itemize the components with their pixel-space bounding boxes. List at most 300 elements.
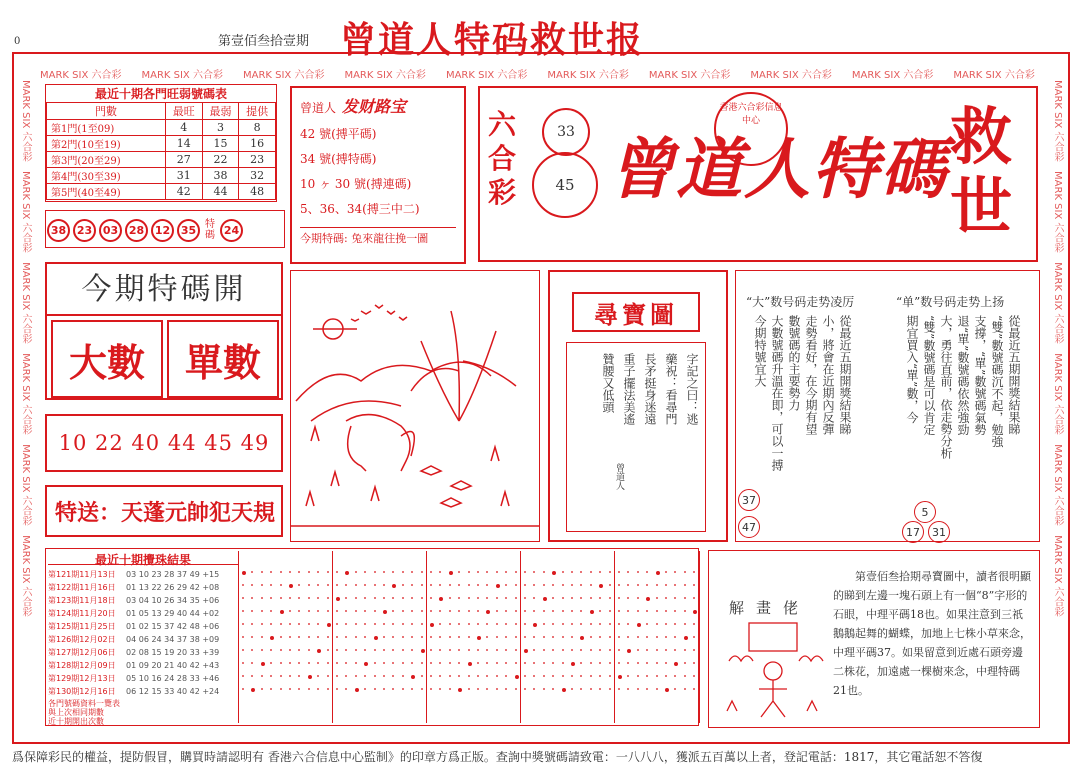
grid-dot bbox=[327, 623, 331, 627]
grid-dot bbox=[524, 584, 526, 586]
result-row: 第122期11月16日 01 13 22 26 29 42 +08 bbox=[48, 583, 220, 592]
grid-dot bbox=[684, 610, 686, 612]
grid-divider bbox=[614, 551, 615, 723]
grid-dot bbox=[627, 688, 629, 690]
grid-dot bbox=[599, 597, 601, 599]
grid-dot bbox=[665, 610, 667, 612]
grid-dot bbox=[345, 571, 349, 575]
grid-dot bbox=[665, 675, 667, 677]
grid-dot bbox=[270, 623, 272, 625]
grid-dot bbox=[251, 662, 253, 664]
result-row: 第127期12月06日 02 08 15 19 20 33 +39 bbox=[48, 648, 220, 657]
grid-dot bbox=[355, 649, 357, 651]
grid-dot bbox=[430, 662, 432, 664]
grid-dot bbox=[693, 649, 695, 651]
grid-dot bbox=[364, 597, 366, 599]
grid-dot bbox=[298, 623, 300, 625]
grid-dot bbox=[618, 649, 620, 651]
grid-dot bbox=[552, 571, 556, 575]
grid-dot bbox=[439, 610, 441, 612]
grid-dot bbox=[562, 662, 564, 664]
grid-dot bbox=[515, 688, 517, 690]
grid-dot bbox=[486, 571, 488, 573]
grid-dot bbox=[421, 675, 423, 677]
grid-dot bbox=[421, 649, 425, 653]
grid-dot bbox=[562, 649, 564, 651]
grid-dot bbox=[609, 584, 611, 586]
grid-dot bbox=[524, 662, 526, 664]
grid-dot bbox=[280, 584, 282, 586]
grid-dot bbox=[289, 610, 291, 612]
odd-trend-title: “单”数号码走势上扬 bbox=[896, 295, 1005, 309]
grid-dot bbox=[533, 597, 535, 599]
grid-dot bbox=[251, 571, 253, 573]
col-header: 門數 bbox=[47, 103, 166, 120]
grid-dot bbox=[298, 584, 300, 586]
fortune-line: 10 ヶ 30 號(搏連碼) bbox=[300, 177, 412, 191]
grid-dot bbox=[270, 636, 274, 640]
grid-dot bbox=[364, 675, 366, 677]
grid-dot bbox=[449, 636, 451, 638]
grid-dot bbox=[637, 571, 639, 573]
grid-dot bbox=[411, 610, 413, 612]
grid-dot bbox=[336, 636, 338, 638]
grid-dot bbox=[345, 649, 347, 651]
grid-dot bbox=[496, 636, 498, 638]
grid-dot bbox=[674, 597, 676, 599]
grid-dot bbox=[609, 662, 611, 664]
grid-dot bbox=[590, 688, 592, 690]
grid-dot bbox=[289, 571, 291, 573]
grid-dot bbox=[308, 688, 310, 690]
grid-dot bbox=[439, 597, 443, 601]
grid-dot bbox=[562, 636, 564, 638]
hot-cold-table bbox=[45, 84, 277, 202]
grid-divider bbox=[238, 551, 239, 723]
grid-dot bbox=[449, 623, 451, 625]
grid-dot bbox=[439, 649, 441, 651]
grid-dot bbox=[609, 571, 611, 573]
grid-dot bbox=[327, 636, 329, 638]
corner-mark: 0 bbox=[14, 36, 21, 47]
grid-dot bbox=[552, 662, 554, 664]
grid-dot bbox=[289, 584, 293, 588]
grid-dot bbox=[449, 584, 451, 586]
grid-dot bbox=[242, 571, 246, 575]
grid-dot bbox=[543, 649, 545, 651]
grid-dot bbox=[477, 597, 479, 599]
grid-dot bbox=[336, 649, 338, 651]
grid-dot bbox=[590, 662, 592, 664]
grid-dot bbox=[383, 610, 387, 614]
grid-dot bbox=[515, 597, 517, 599]
grid-dot bbox=[364, 649, 366, 651]
grid-dot bbox=[298, 571, 300, 573]
grid-dot bbox=[336, 610, 338, 612]
grid-dot bbox=[552, 584, 554, 586]
grid-dot bbox=[402, 571, 404, 573]
grid-dot bbox=[327, 584, 329, 586]
grid-dot bbox=[684, 649, 686, 651]
grid-dot bbox=[552, 623, 554, 625]
grid-dot bbox=[458, 597, 460, 599]
grid-dot bbox=[345, 610, 347, 612]
grid-dot bbox=[533, 571, 535, 573]
grid-dot bbox=[543, 688, 545, 690]
grid-dot bbox=[280, 597, 282, 599]
treasure-map-box bbox=[548, 270, 728, 542]
grid-dot bbox=[674, 636, 676, 638]
grid-dot bbox=[656, 662, 658, 664]
grid-dot bbox=[656, 623, 658, 625]
grid-dot bbox=[599, 571, 601, 573]
grid-dot bbox=[684, 636, 688, 640]
grid-dot bbox=[533, 610, 535, 612]
grid-dot bbox=[646, 597, 650, 601]
grid-dot bbox=[308, 623, 310, 625]
grid-dot bbox=[317, 584, 319, 586]
grid-dot bbox=[477, 675, 479, 677]
grid-dot bbox=[580, 610, 582, 612]
grid-dot bbox=[684, 688, 686, 690]
result-row: 第128期12月09日 01 09 20 21 40 42 +43 bbox=[48, 661, 220, 670]
grid-dot bbox=[430, 610, 432, 612]
stats-label: 與上次相同期數 bbox=[48, 708, 104, 717]
grid-dot bbox=[543, 675, 545, 677]
grid-dot bbox=[543, 636, 545, 638]
grid-dot bbox=[289, 688, 291, 690]
grid-dot bbox=[251, 688, 255, 692]
grid-dot bbox=[280, 649, 282, 651]
grid-dot bbox=[627, 675, 629, 677]
grid-dot bbox=[562, 688, 566, 692]
grid-dot bbox=[402, 675, 404, 677]
table-row: 第1門(1至09) 4 3 8 bbox=[47, 120, 276, 136]
grid-dot bbox=[411, 662, 413, 664]
grid-dot bbox=[665, 623, 667, 625]
grid-dot bbox=[524, 649, 528, 653]
grid-dot bbox=[627, 623, 629, 625]
grid-dot bbox=[646, 623, 648, 625]
grid-dot bbox=[261, 675, 263, 677]
grid-dot bbox=[684, 662, 686, 664]
grid-dot bbox=[439, 571, 441, 573]
grid-dot bbox=[345, 623, 347, 625]
grid-dot bbox=[251, 636, 253, 638]
grid-dot bbox=[496, 662, 498, 664]
grid-dot bbox=[251, 610, 253, 612]
grid-dot bbox=[609, 610, 611, 612]
grid-dot bbox=[458, 649, 460, 651]
grid-dot bbox=[261, 610, 263, 612]
grid-dot bbox=[327, 675, 329, 677]
grid-dot bbox=[439, 675, 441, 677]
open-prediction bbox=[45, 262, 283, 400]
grid-dot bbox=[439, 623, 441, 625]
grid-dot bbox=[609, 688, 611, 690]
grid-dot bbox=[392, 584, 396, 588]
puzzle-title: 解畫佬 bbox=[729, 599, 811, 617]
special-offer: 特送：天蓬元帥犯天規 bbox=[45, 485, 283, 537]
grid-dot bbox=[449, 662, 451, 664]
recommended-numbers: 10 22 40 44 45 49 bbox=[45, 414, 283, 472]
grid-dot bbox=[468, 610, 470, 612]
grid-dot bbox=[383, 584, 385, 586]
grid-dot bbox=[533, 662, 535, 664]
grid-dot bbox=[439, 688, 441, 690]
grid-dot bbox=[486, 688, 488, 690]
grid-dot bbox=[449, 649, 451, 651]
grid-dot bbox=[674, 610, 676, 612]
treasure-drawing bbox=[290, 270, 540, 542]
grid-dot bbox=[430, 649, 432, 651]
grid-dot bbox=[505, 597, 507, 599]
grid-dot bbox=[505, 649, 507, 651]
grid-dot bbox=[355, 584, 357, 586]
grid-dot bbox=[261, 636, 263, 638]
grid-dot bbox=[308, 662, 310, 664]
grid-dot bbox=[609, 636, 611, 638]
grid-dot bbox=[618, 571, 620, 573]
grid-dot bbox=[505, 610, 507, 612]
grid-dot bbox=[421, 636, 423, 638]
grid-dot bbox=[468, 636, 470, 638]
grid-dot bbox=[383, 649, 385, 651]
grid-dot bbox=[392, 675, 394, 677]
grid-dot bbox=[609, 597, 611, 599]
grid-dot bbox=[374, 597, 376, 599]
grid-dot bbox=[402, 610, 404, 612]
grid-dot bbox=[383, 688, 385, 690]
grid-dot bbox=[345, 688, 347, 690]
result-row: 第125期11月25日 01 02 15 37 42 48 +06 bbox=[48, 622, 220, 631]
grid-dot bbox=[327, 571, 329, 573]
grid-dot bbox=[261, 649, 263, 651]
grid-divider bbox=[699, 551, 700, 723]
grid-dot bbox=[571, 571, 573, 573]
grid-dot bbox=[552, 649, 554, 651]
stats-label: 近十期開出次數 bbox=[48, 717, 104, 726]
grid-dot bbox=[392, 636, 394, 638]
result-row: 第130期12月16日 06 12 15 33 40 42 +24 bbox=[48, 687, 220, 696]
footer-notice: 爲保障彩民的權益，提防假冒，購買時請認明有 香港六合信息中心監制》的印章方爲正版。查詢中獎號碼請致電：一八八八，獲派五百萬以上者，登記電話：1817，其它電話恕不答復 bbox=[12, 750, 983, 764]
grid-dot bbox=[411, 584, 413, 586]
grid-dot bbox=[392, 597, 394, 599]
grid-dot bbox=[430, 688, 432, 690]
grid-dot bbox=[392, 571, 394, 573]
number-ball: 28 bbox=[125, 219, 148, 242]
grid-dot bbox=[421, 688, 423, 690]
grid-dot bbox=[270, 675, 272, 677]
grid-dot bbox=[317, 649, 321, 653]
grid-dot bbox=[374, 649, 376, 651]
grid-dot bbox=[674, 623, 676, 625]
grid-dot bbox=[665, 688, 669, 692]
special-ball: 24 bbox=[220, 219, 243, 242]
grid-dot bbox=[524, 610, 526, 612]
grid-dot bbox=[336, 688, 338, 690]
grid-dot bbox=[627, 610, 629, 612]
grid-dot bbox=[665, 597, 667, 599]
grid-dot bbox=[336, 584, 338, 586]
grid-dot bbox=[458, 688, 462, 692]
grid-dot bbox=[270, 688, 272, 690]
grid-dot bbox=[533, 584, 535, 586]
col-header: 最旺 bbox=[165, 103, 202, 120]
grid-dot bbox=[618, 610, 620, 612]
table-row: 第5門(40至49) 42 44 48 bbox=[47, 184, 276, 200]
grid-divider bbox=[332, 551, 333, 723]
grid-dot bbox=[533, 649, 535, 651]
grid-dot bbox=[665, 662, 667, 664]
grid-dot bbox=[477, 688, 479, 690]
puzzle-box bbox=[708, 550, 1040, 728]
grid-dot bbox=[298, 688, 300, 690]
grid-dot bbox=[261, 688, 263, 690]
grid-dot bbox=[402, 623, 404, 625]
grid-dot bbox=[486, 610, 490, 614]
grid-dot bbox=[477, 571, 479, 573]
grid-dot bbox=[674, 649, 676, 651]
grid-dot bbox=[505, 675, 507, 677]
grid-dot bbox=[637, 649, 639, 651]
grid-dot bbox=[402, 662, 404, 664]
grid-dot bbox=[496, 610, 498, 612]
grid-dot bbox=[458, 662, 460, 664]
grid-dot bbox=[308, 649, 310, 651]
grid-dot bbox=[355, 688, 359, 692]
grid-dot bbox=[496, 675, 498, 677]
grid-dot bbox=[289, 597, 291, 599]
grid-dot bbox=[571, 662, 575, 666]
grid-dot bbox=[580, 636, 584, 640]
grid-dot bbox=[571, 636, 573, 638]
grid-dot bbox=[355, 623, 357, 625]
scroll-sign: 曾道人 bbox=[614, 463, 624, 490]
grid-dot bbox=[627, 584, 629, 586]
grid-dot bbox=[486, 636, 488, 638]
grid-dot bbox=[562, 571, 564, 573]
grid-dot bbox=[251, 675, 253, 677]
grid-dot bbox=[374, 571, 376, 573]
grid-dot bbox=[524, 597, 526, 599]
grid-dot bbox=[646, 662, 648, 664]
grid-dot bbox=[533, 623, 537, 627]
grid-dot bbox=[402, 649, 404, 651]
grid-dot bbox=[496, 584, 500, 588]
grid-dot bbox=[637, 597, 639, 599]
grid-dot bbox=[590, 610, 594, 614]
landscape-illustration bbox=[291, 271, 539, 541]
grid-dot bbox=[289, 623, 291, 625]
number-ball: 03 bbox=[99, 219, 122, 242]
result-row: 第124期11月20日 01 05 13 29 40 44 +02 bbox=[48, 609, 220, 618]
table-row: 第4門(30至39) 31 38 32 bbox=[47, 168, 276, 184]
grid-dot bbox=[609, 623, 611, 625]
grid-dot bbox=[524, 571, 526, 573]
grid-dot bbox=[355, 610, 357, 612]
grid-dot bbox=[656, 688, 658, 690]
liuhecai-label: 六合彩 bbox=[488, 108, 517, 209]
grid-dot bbox=[430, 584, 432, 586]
grid-dot bbox=[280, 675, 282, 677]
grid-dot bbox=[515, 649, 517, 651]
grid-dot bbox=[355, 597, 357, 599]
grid-dot bbox=[402, 688, 404, 690]
grid-dot bbox=[345, 662, 347, 664]
grid-dot bbox=[355, 571, 357, 573]
grid-dot bbox=[439, 584, 441, 586]
grid-dot bbox=[242, 636, 244, 638]
grid-dot bbox=[627, 636, 629, 638]
grid-dot bbox=[364, 623, 366, 625]
grid-dot bbox=[580, 623, 582, 625]
grid-dot bbox=[571, 649, 573, 651]
grid-dot bbox=[515, 662, 517, 664]
grid-dot bbox=[674, 571, 676, 573]
grid-dot bbox=[580, 597, 582, 599]
grid-dot bbox=[637, 636, 639, 638]
grid-dot bbox=[693, 597, 695, 599]
grid-dot bbox=[327, 649, 329, 651]
open-title: 今期特碼開 bbox=[47, 264, 281, 316]
grid-dot bbox=[693, 662, 695, 664]
grid-dot bbox=[251, 584, 253, 586]
grid-dot bbox=[505, 571, 507, 573]
grid-dot bbox=[590, 597, 592, 599]
grid-dot bbox=[336, 662, 338, 664]
grid-dot bbox=[392, 610, 394, 612]
grid-dot bbox=[392, 688, 394, 690]
grid-dot bbox=[468, 623, 470, 625]
grid-dot bbox=[627, 649, 631, 653]
grid-dot bbox=[355, 662, 357, 664]
grid-dot bbox=[364, 636, 366, 638]
grid-dot bbox=[317, 675, 319, 677]
grid-dot bbox=[336, 597, 340, 601]
grid-dot bbox=[308, 636, 310, 638]
fortune-line: 5、36、34(搏三中二) bbox=[300, 202, 420, 216]
grid-dot bbox=[411, 675, 415, 679]
grid-dot bbox=[402, 584, 404, 586]
big-trend-title: “大”数号码走势凌厉 bbox=[746, 295, 855, 309]
results-grid bbox=[45, 548, 699, 726]
grid-dot bbox=[402, 597, 404, 599]
grid-dot bbox=[411, 688, 413, 690]
grid-dot bbox=[637, 662, 639, 664]
banner-jiu: 救世 bbox=[950, 100, 1013, 243]
grid-dot bbox=[242, 688, 244, 690]
grid-dot bbox=[317, 623, 319, 625]
grid-dot bbox=[280, 571, 282, 573]
grid-dot bbox=[477, 636, 481, 640]
grid-dot bbox=[430, 571, 432, 573]
grid-dot bbox=[374, 636, 378, 640]
grid-dot bbox=[637, 584, 639, 586]
results-title: 最近十期攪珠結果 bbox=[48, 551, 238, 565]
grid-dot bbox=[674, 662, 678, 666]
grid-dot bbox=[317, 571, 319, 573]
grid-dot bbox=[543, 584, 545, 586]
grid-dot bbox=[496, 688, 498, 690]
grid-dot bbox=[609, 675, 611, 677]
grid-dot bbox=[383, 597, 385, 599]
grid-dot bbox=[298, 610, 300, 612]
grid-dot bbox=[618, 636, 620, 638]
left-strip: MARK SIX 六合彩 MARK SIX 六合彩 MARK SIX 六合彩 MARK SIX 六合彩 MARK SIX 六合彩 MARK SIX 六合彩 bbox=[20, 80, 31, 617]
grid-dot bbox=[317, 610, 319, 612]
grid-dot bbox=[421, 571, 423, 573]
